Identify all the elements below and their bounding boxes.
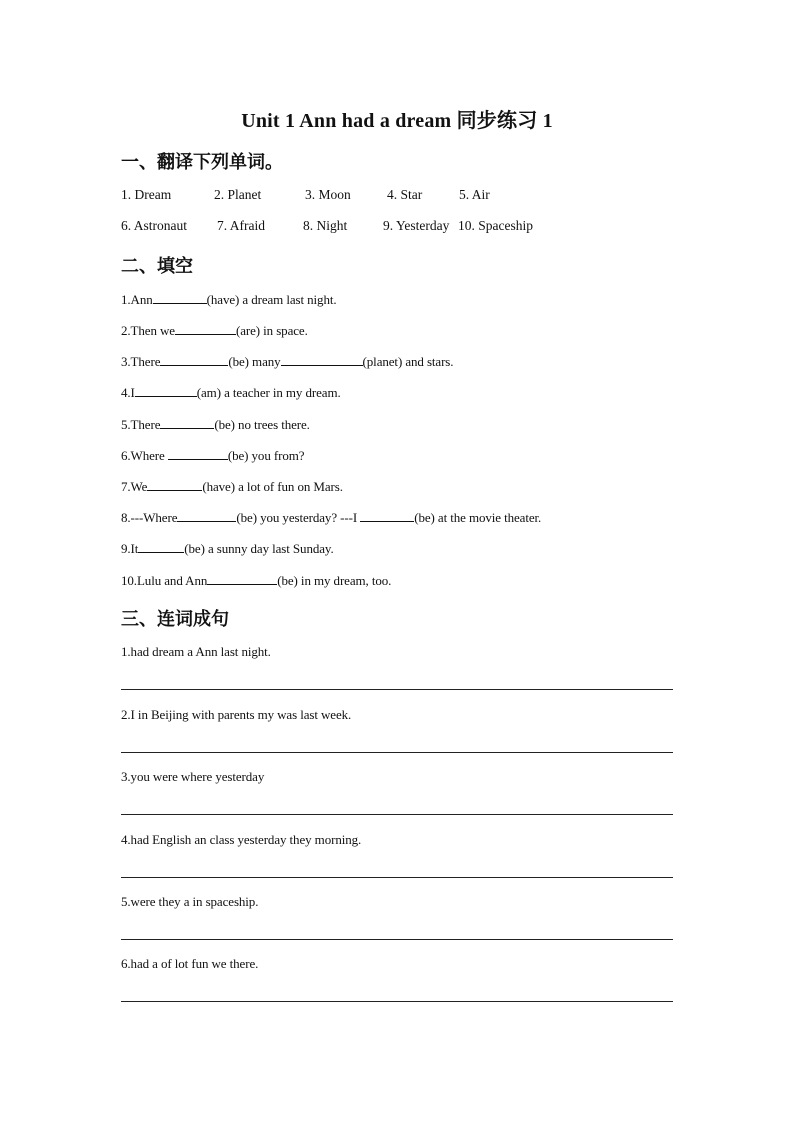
answer-blank[interactable] bbox=[153, 291, 207, 304]
section1-heading: 一、翻译下列单词。 bbox=[121, 152, 283, 173]
item-text: 4.I bbox=[121, 385, 135, 400]
fill-blank-item bbox=[121, 572, 391, 589]
fill-blank-item bbox=[121, 509, 541, 526]
item-text: (have) a lot of fun on Mars. bbox=[202, 479, 343, 494]
fill-blank-item bbox=[121, 540, 334, 557]
item-text: 3.There bbox=[121, 354, 161, 369]
answer-blank[interactable] bbox=[168, 447, 228, 460]
answer-line[interactable] bbox=[121, 877, 673, 878]
fill-blank-item bbox=[121, 322, 308, 339]
vocab-word: 5. Air bbox=[459, 187, 490, 202]
vocab-word: 3. Moon bbox=[305, 187, 351, 202]
vocab-word: 6. Astronaut bbox=[121, 218, 187, 233]
vocab-word: 4. Star bbox=[387, 187, 423, 202]
item-text: (be) you yesterday? ---I bbox=[236, 510, 361, 525]
item-text: (are) in space. bbox=[235, 323, 308, 338]
scrambled-sentence: 2.I in Beijing with parents my was last week. bbox=[121, 707, 352, 722]
item-text: (am) a teacher in my dream. bbox=[196, 385, 341, 400]
fill-blank-item bbox=[121, 478, 343, 495]
answer-blank[interactable] bbox=[147, 478, 202, 491]
scrambled-sentence: 5.were they a in spaceship. bbox=[121, 894, 259, 909]
scrambled-sentence: 3.you were where yesterday bbox=[121, 769, 265, 784]
fill-blank-item bbox=[121, 447, 304, 464]
scrambled-sentence: 6.had a of lot fun we there. bbox=[121, 956, 259, 971]
item-text: 2.Then we bbox=[121, 323, 175, 338]
section2-heading: 二、填空 bbox=[121, 256, 193, 277]
item-text: (be) you from? bbox=[227, 448, 305, 463]
vocab-word: 10. Spaceship bbox=[458, 218, 533, 233]
vocab-word: 8. Night bbox=[303, 218, 348, 233]
item-text: (be) no trees there. bbox=[214, 417, 310, 432]
fill-blank-item bbox=[121, 384, 341, 401]
answer-blank[interactable] bbox=[175, 322, 236, 335]
vocab-word: 9. Yesterday bbox=[383, 218, 450, 233]
scrambled-sentence: 1.had dream a Ann last night. bbox=[121, 644, 271, 659]
answer-blank[interactable] bbox=[207, 572, 277, 585]
answer-blank[interactable] bbox=[160, 353, 228, 366]
answer-line[interactable] bbox=[121, 939, 673, 940]
item-text: 5.There bbox=[121, 417, 161, 432]
answer-line[interactable] bbox=[121, 689, 673, 690]
section3-heading: 三、连词成句 bbox=[121, 609, 229, 630]
vocab-word: 2. Planet bbox=[214, 187, 262, 202]
fill-blank-item bbox=[121, 291, 337, 308]
answer-blank[interactable] bbox=[177, 509, 236, 522]
answer-line[interactable] bbox=[121, 752, 673, 753]
item-text: (have) a dream last night. bbox=[206, 292, 337, 307]
fill-blank-item bbox=[121, 416, 310, 433]
vocab-word: 1. Dream bbox=[121, 187, 172, 202]
item-text: 9.It bbox=[121, 541, 139, 556]
item-text: 1.Ann bbox=[121, 292, 153, 307]
item-text: 7.We bbox=[121, 479, 148, 494]
answer-blank[interactable] bbox=[135, 384, 197, 397]
answer-blank[interactable] bbox=[138, 540, 184, 553]
item-text: (be) many bbox=[228, 354, 281, 369]
item-text: 10.Lulu and Ann bbox=[121, 573, 208, 588]
item-text: (be) a sunny day last Sunday. bbox=[184, 541, 334, 556]
item-text: 8.---Where bbox=[121, 510, 178, 525]
item-text: (be) in my dream, too. bbox=[277, 573, 392, 588]
item-text: 6.Where bbox=[121, 448, 168, 463]
page-title: Unit 1 Ann had a dream 同步练习 1 bbox=[241, 110, 553, 132]
vocab-word: 7. Afraid bbox=[217, 218, 265, 233]
item-text: (be) at the movie theater. bbox=[414, 510, 542, 525]
answer-blank[interactable] bbox=[360, 509, 414, 522]
answer-line[interactable] bbox=[121, 1001, 673, 1002]
answer-blank[interactable] bbox=[281, 353, 363, 366]
answer-line[interactable] bbox=[121, 814, 673, 815]
fill-blank-item bbox=[121, 353, 453, 370]
scrambled-sentence: 4.had English an class yesterday they morning. bbox=[121, 832, 362, 847]
item-text: (planet) and stars. bbox=[362, 354, 454, 369]
answer-blank[interactable] bbox=[160, 416, 214, 429]
